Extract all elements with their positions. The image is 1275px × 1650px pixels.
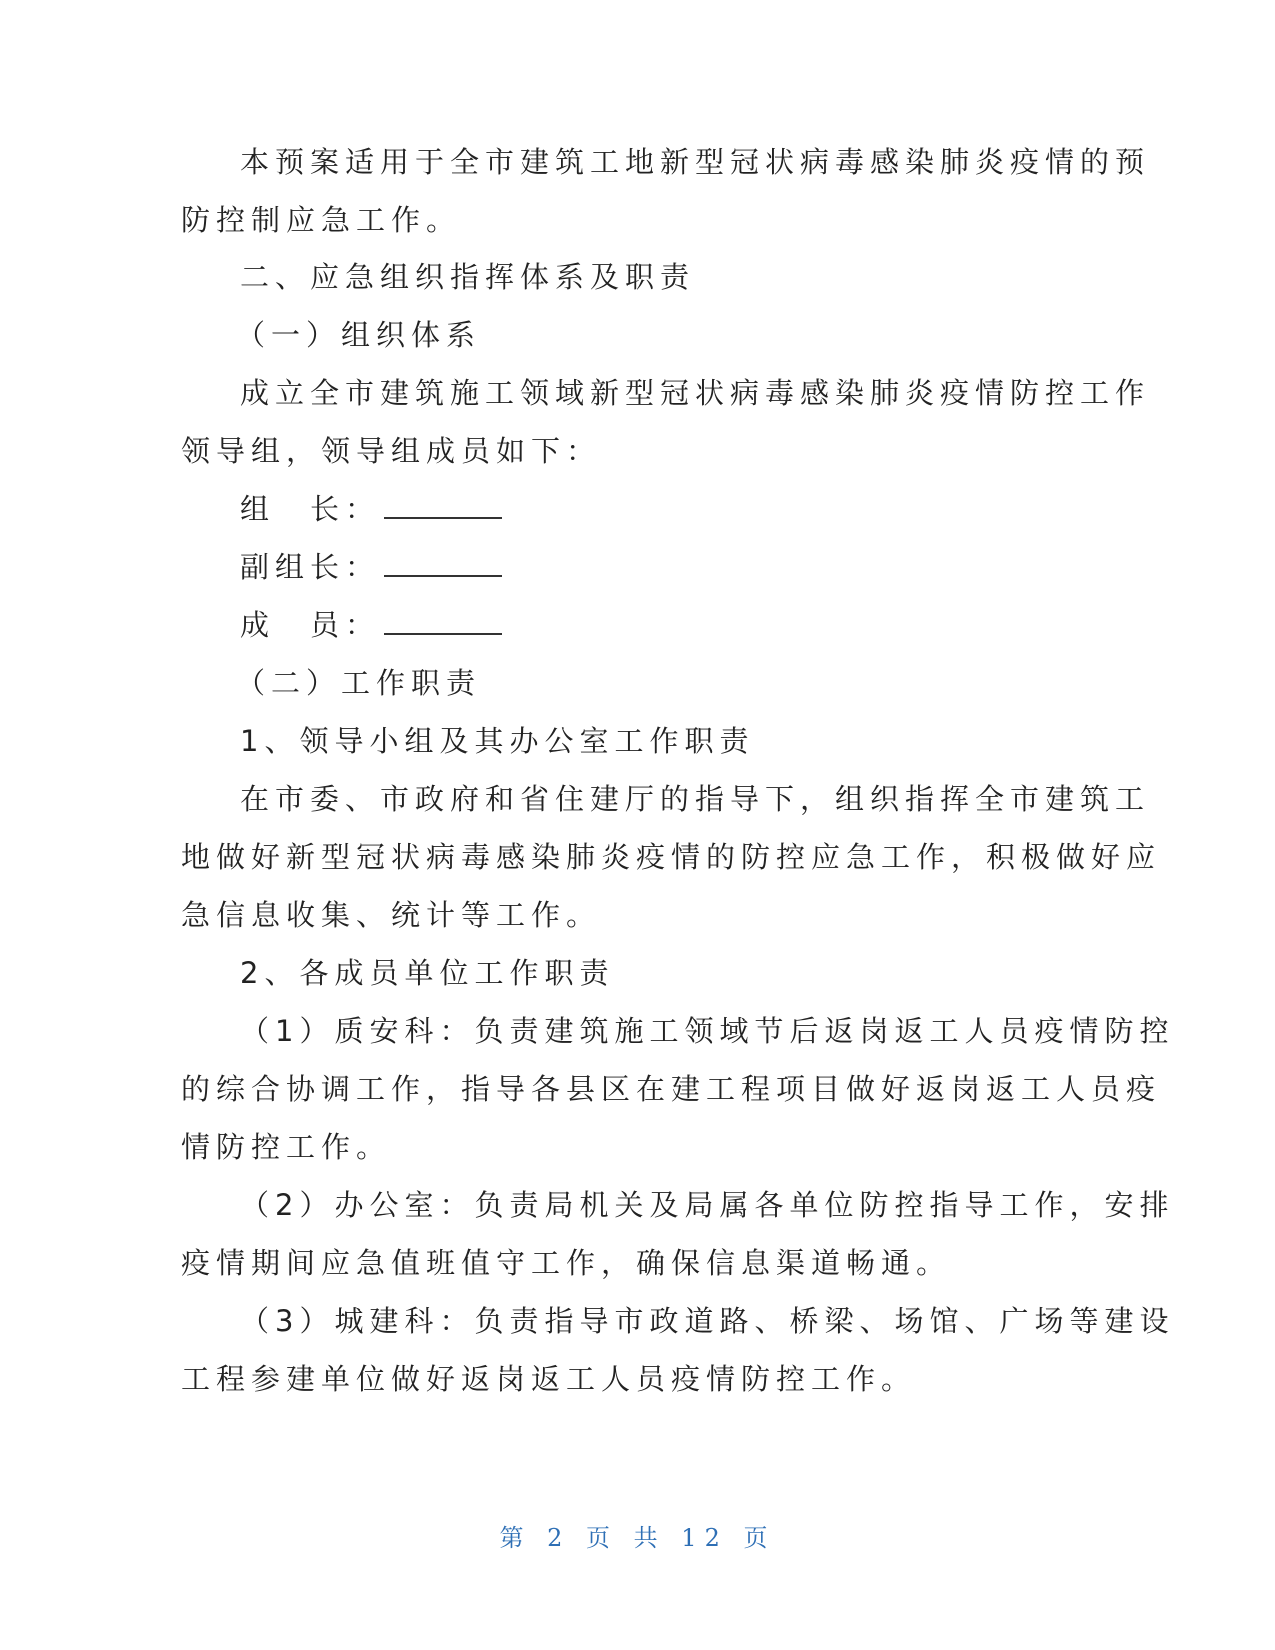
item-leadership-office-title: 1、领导小组及其办公室工作职责 xyxy=(240,724,755,758)
leader-label: 组 长： xyxy=(240,492,381,526)
leader-blank xyxy=(384,493,502,519)
deputy-leader-blank xyxy=(384,551,502,577)
duty-office-line-2: 疫情期间应急值班值守工作，确保信息渠道畅通。 xyxy=(181,1246,952,1280)
member-row xyxy=(240,605,1140,645)
leader-row xyxy=(240,489,1140,529)
deputy-leader-label: 副组长： xyxy=(240,550,381,584)
duty-office-line-1: （2）办公室：负责局机关及局属各单位防控指导工作，安排 xyxy=(240,1188,1175,1222)
paragraph-scope-line-2: 防控制应急工作。 xyxy=(181,203,462,237)
paragraph-leadership-duty-line-1: 在市委、市政府和省住建厅的指导下，组织指挥全市建筑工 xyxy=(240,782,1151,816)
paragraph-scope-line-1: 本预案适用于全市建筑工地新型冠状病毒感染肺炎疫情的预 xyxy=(240,145,1151,179)
item-member-units-title: 2、各成员单位工作职责 xyxy=(240,956,615,990)
member-blank xyxy=(384,609,502,635)
paragraph-leadership-line-1: 成立全市建筑施工领域新型冠状病毒感染肺炎疫情防控工作 xyxy=(240,376,1151,410)
duty-urban-construction-line-2: 工程参建单位做好返岗返工人员疫情防控工作。 xyxy=(181,1362,917,1396)
paragraph-leadership-line-2: 领导组，领导组成员如下： xyxy=(181,434,602,468)
subheading-responsibilities: （二）工作职责 xyxy=(236,666,482,700)
member-label: 成 员： xyxy=(240,608,381,642)
paragraph-leadership-duty-line-2: 地做好新型冠状病毒感染肺炎疫情的防控应急工作，积极做好应 xyxy=(181,840,1162,874)
duty-quality-safety-line-1: （1）质安科：负责建筑施工领域节后返岗返工人员疫情防控 xyxy=(240,1014,1175,1048)
deputy-leader-row xyxy=(240,547,1140,587)
duty-urban-construction-line-1: （3）城建科：负责指导市政道路、桥梁、场馆、广场等建设 xyxy=(240,1304,1175,1338)
duty-quality-safety-line-3: 情防控工作。 xyxy=(181,1130,392,1164)
duty-quality-safety-line-2: 的综合协调工作，指导各县区在建工程项目做好返岗返工人员疫 xyxy=(181,1072,1162,1106)
section-heading-organization: 二、应急组织指挥体系及职责 xyxy=(240,260,696,294)
page-number-footer: 第 2 页 共 12 页 xyxy=(499,1524,776,1552)
subheading-organization-system: （一）组织体系 xyxy=(236,318,482,352)
paragraph-leadership-duty-line-3: 急信息收集、统计等工作。 xyxy=(181,898,602,932)
